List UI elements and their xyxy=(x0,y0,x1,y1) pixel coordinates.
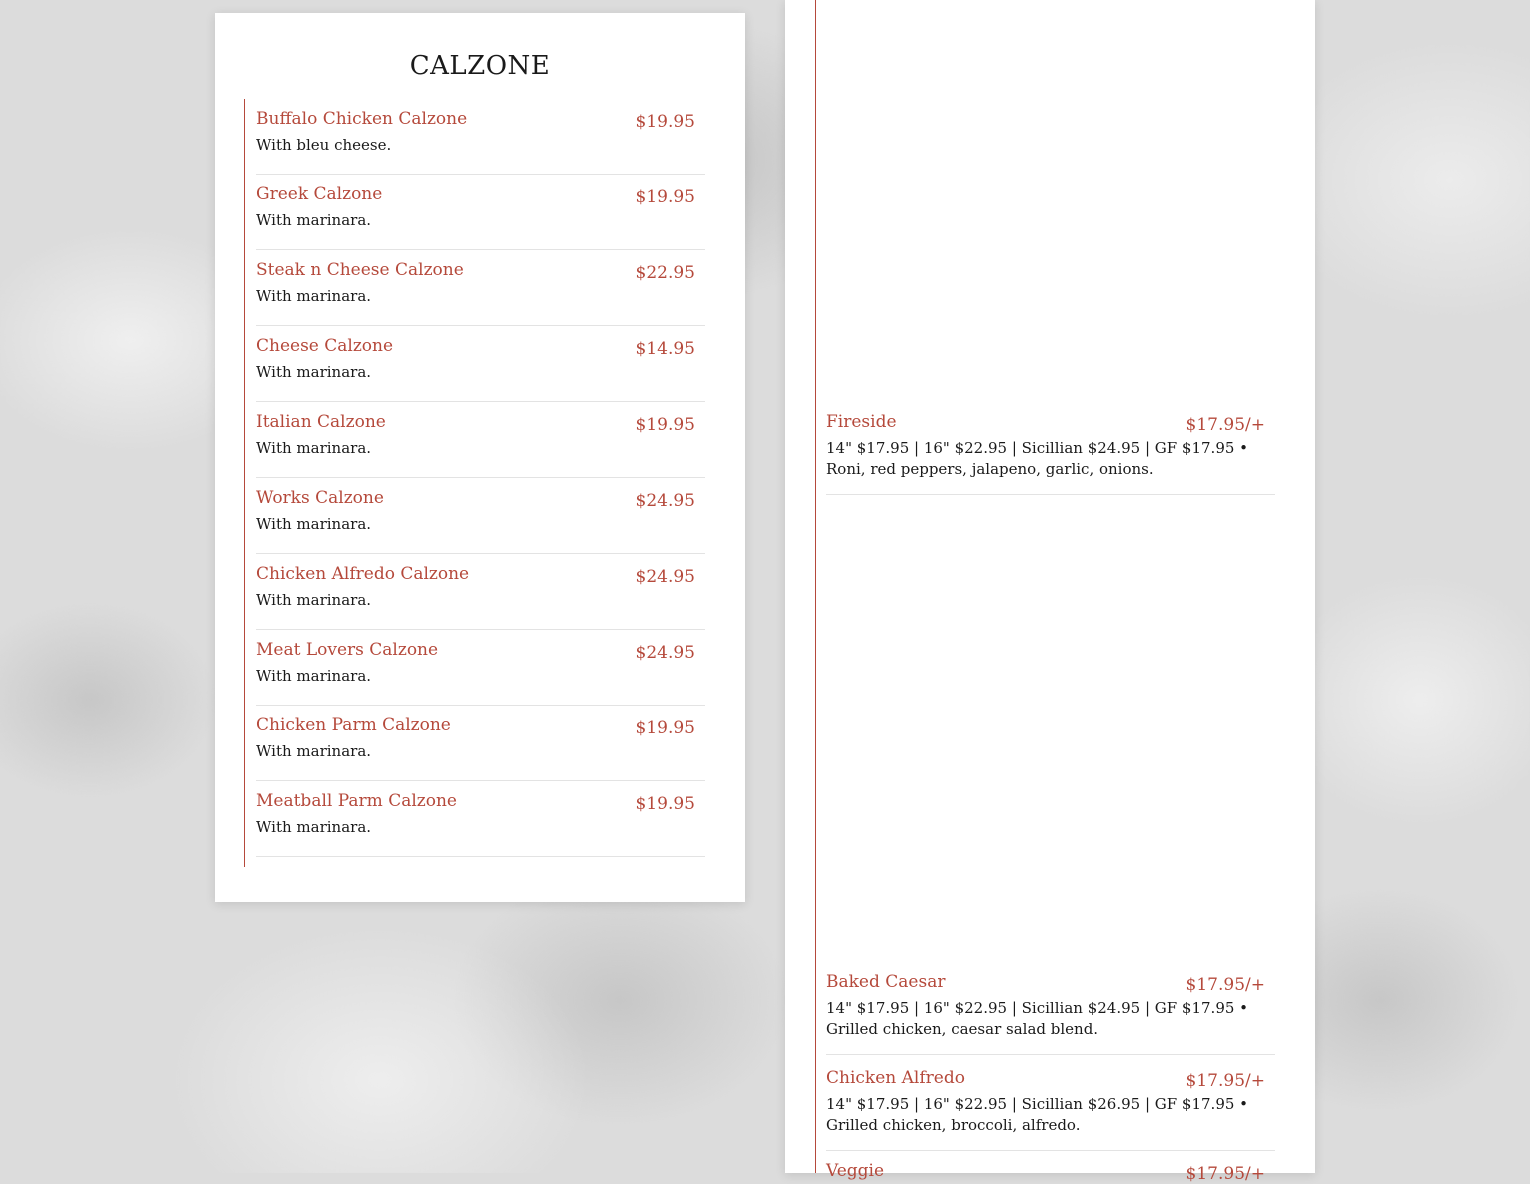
menu-item-price: $14.95 xyxy=(635,339,695,359)
menu-item[interactable] xyxy=(826,962,1275,1055)
menu-item[interactable] xyxy=(256,554,705,630)
menu-item-price: $17.95/+ xyxy=(1185,1164,1265,1184)
menu-item-name: Buffalo Chicken Calzone xyxy=(256,109,468,129)
menu-item-price: $24.95 xyxy=(635,491,695,511)
menu-item-name: Meat Lovers Calzone xyxy=(256,640,439,660)
menu-item-description: With marinara. xyxy=(256,439,372,457)
menu-item-description: 14" $17.95 | 16" $22.95 | Sicillian $24.95 | GF $17.95 • Roni, red peppers, jalapeno, garlic, onions. xyxy=(826,439,1249,478)
menu-item-price: $24.95 xyxy=(635,643,695,663)
menu-item-description: With bleu cheese. xyxy=(256,136,392,154)
menu-item-description: With marinara. xyxy=(256,515,372,533)
menu-item-name: Baked Caesar xyxy=(826,972,946,992)
menu-item-description: With marinara. xyxy=(256,363,372,381)
section-title-calzone: CALZONE xyxy=(409,51,551,81)
menu-item[interactable] xyxy=(826,1058,1275,1151)
menu-item-price: $17.95/+ xyxy=(1185,415,1265,435)
menu-item-name: Steak n Cheese Calzone xyxy=(256,260,464,280)
menu-item[interactable] xyxy=(826,402,1275,495)
menu-item-name: Chicken Alfredo Calzone xyxy=(256,564,470,584)
menu-item[interactable] xyxy=(256,630,705,706)
menu-item-description: With marinara. xyxy=(256,742,372,760)
menu-item-description: With marinara. xyxy=(256,211,372,229)
menu-item-price: $19.95 xyxy=(635,415,695,435)
menu-item[interactable] xyxy=(256,174,705,250)
menu-item[interactable] xyxy=(256,402,705,478)
menu-item-name: Chicken Parm Calzone xyxy=(256,715,451,735)
menu-item-description: 14" $17.95 | 16" $22.95 | Sicillian $24.95 | GF $17.95 • Grilled chicken, caesar salad blend. xyxy=(826,999,1249,1038)
menu-item-price: $24.95 xyxy=(635,567,695,587)
menu-item-price: $17.95/+ xyxy=(1185,1071,1265,1091)
menu-item[interactable] xyxy=(256,99,705,175)
menu-item[interactable] xyxy=(256,478,705,554)
menu-item-name: Meatball Parm Calzone xyxy=(256,791,457,811)
menu-item[interactable] xyxy=(826,1152,1275,1184)
section-accent-line xyxy=(815,0,816,1173)
menu-item[interactable] xyxy=(256,705,705,781)
section-accent-line xyxy=(244,99,245,867)
menu-item-name: Veggie xyxy=(826,1161,885,1181)
menu-item[interactable] xyxy=(256,250,705,326)
menu-item-description: With marinara. xyxy=(256,591,372,609)
menu-item-name: Fireside xyxy=(826,412,897,432)
menu-item-description: With marinara. xyxy=(256,287,372,305)
menu-item-price: $17.95/+ xyxy=(1185,975,1265,995)
menu-item-name: Greek Calzone xyxy=(256,184,383,204)
menu-item[interactable] xyxy=(256,326,705,402)
menu-item-name: Cheese Calzone xyxy=(256,336,394,356)
menu-item-name: Chicken Alfredo xyxy=(826,1068,965,1088)
menu-item-description: With marinara. xyxy=(256,667,372,685)
menu-item-name: Works Calzone xyxy=(256,488,384,508)
menu-item-price: $19.95 xyxy=(635,112,695,132)
menu-item-description: 14" $17.95 | 16" $22.95 | Sicillian $26.95 | GF $17.95 • Grilled chicken, broccoli, alfredo. xyxy=(826,1095,1249,1134)
menu-item-price: $19.95 xyxy=(635,794,695,814)
menu-item-description: With marinara. xyxy=(256,818,372,836)
menu-item-price: $22.95 xyxy=(635,263,695,283)
menu-item-price: $19.95 xyxy=(635,187,695,207)
menu-item[interactable] xyxy=(256,781,705,857)
menu-item-price: $19.95 xyxy=(635,718,695,738)
menu-item-name: Italian Calzone xyxy=(256,412,386,432)
calzone-menu-card xyxy=(215,13,745,902)
pizza-menu-card xyxy=(785,0,1315,1184)
